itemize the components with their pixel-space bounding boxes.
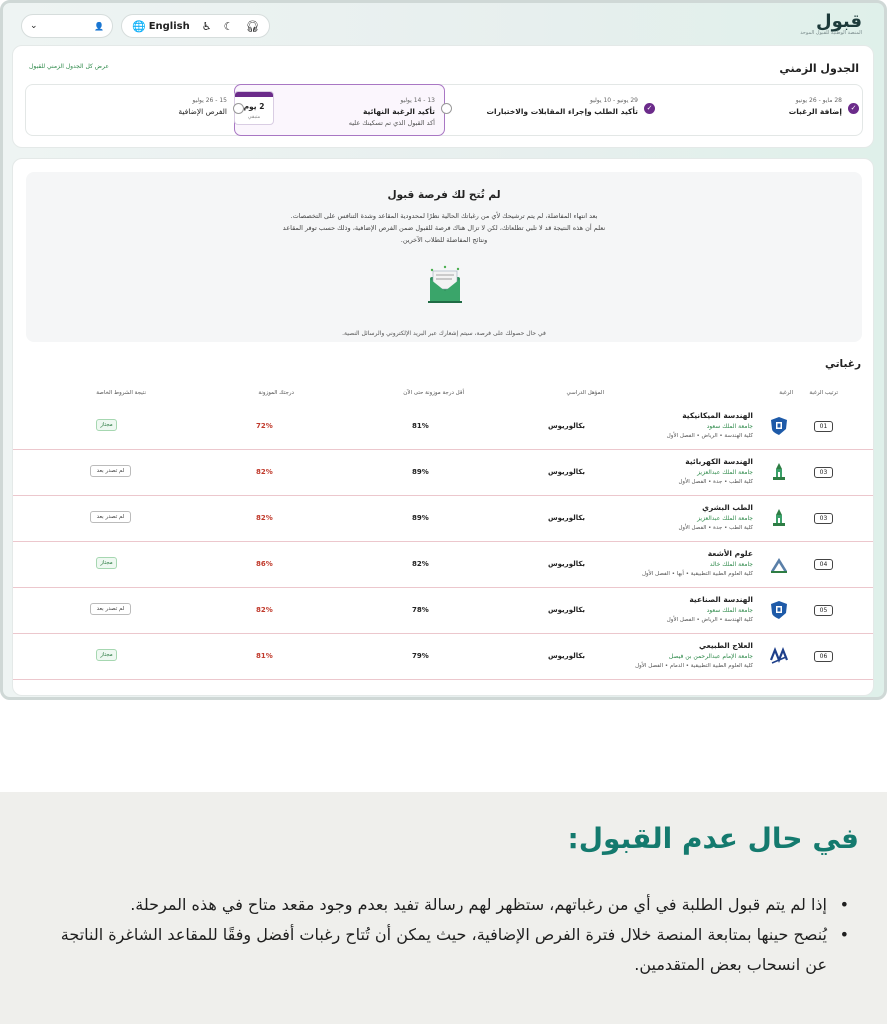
- timeline-steps: [25, 84, 863, 136]
- major-name: الهندسة الصناعية: [689, 595, 753, 604]
- step-date: 28 مايو - 26 يونيو: [795, 97, 842, 104]
- view-all-timeline-link[interactable]: عرض كل الجدول الزمني للقبول: [29, 63, 109, 70]
- language-toggle[interactable]: [132, 20, 190, 33]
- toolbar: [21, 13, 270, 39]
- step-name: تأكيد الرغبة النهائية: [362, 107, 435, 116]
- flex-score-cell: 82%: [256, 468, 273, 476]
- rank-badge: 03: [814, 467, 833, 478]
- countdown-bar: [235, 92, 273, 97]
- preferences-title: رغباتي: [824, 358, 861, 370]
- step-date: 15 - 26 يوليو: [192, 97, 227, 104]
- countdown-label: متبقي: [247, 114, 261, 120]
- mail-notification-icon: [426, 265, 464, 305]
- explainer-bullet: [49, 920, 849, 980]
- step-3-radio-icon: [441, 103, 452, 114]
- preferences-table-body: [13, 404, 874, 680]
- timeline-step-3[interactable]: [349, 97, 435, 127]
- countdown-value: 2 يوم: [243, 102, 265, 111]
- timeline-step-4[interactable]: [178, 97, 227, 116]
- dark-mode-icon[interactable]: ☾: [223, 19, 234, 33]
- logo-text: قبول: [815, 11, 862, 32]
- explainer-panel: [0, 792, 887, 1024]
- notice-line-3: ونتائج المفاضلة للطلاب الآخرين.: [400, 236, 488, 244]
- results-card: [12, 158, 874, 696]
- university-crest-icon: [769, 416, 789, 436]
- min-score-cell: 81%: [412, 422, 429, 430]
- timeline-step-2[interactable]: [487, 97, 639, 116]
- tools-pill: [121, 14, 270, 38]
- flex-score-cell: 82%: [256, 606, 273, 614]
- flex-score-cell: 86%: [256, 560, 273, 568]
- step-name: الفرص الإضافية: [178, 107, 227, 116]
- chevron-down-icon: ⌄: [30, 21, 38, 31]
- min-score-cell: 89%: [412, 468, 429, 476]
- globe-icon: 🌐: [132, 19, 146, 33]
- explainer-list: [49, 890, 849, 980]
- rank-badge: 05: [814, 605, 833, 616]
- bullet-icon: •: [839, 895, 849, 914]
- no-admission-notice: [26, 172, 862, 342]
- flex-score-cell: 72%: [256, 422, 273, 430]
- step-name: تأكيد الطلب وإجراء المقابلات والاختبارات: [486, 107, 638, 116]
- preference-info: [667, 595, 753, 623]
- notice-title: لم تُتح لك فرصة قبول: [387, 189, 501, 201]
- status-badge: لم تصدر بعد: [90, 603, 131, 615]
- explainer-bullet: [49, 890, 849, 920]
- min-score-cell: 78%: [412, 606, 429, 614]
- degree-cell: بكالوريوس: [548, 606, 586, 614]
- college-detail: كلية الهندسة • الرياض • الفصل الأول: [666, 617, 753, 623]
- notice-body: [26, 210, 862, 246]
- col-flex: درجتك الموزونة: [258, 390, 294, 396]
- user-name-redacted: [44, 21, 88, 31]
- accessibility-icon[interactable]: ♿︎: [201, 19, 212, 33]
- timeline-title: الجدول الزمني: [779, 62, 859, 75]
- step-date: 29 يونيو - 10 يوليو: [590, 97, 638, 104]
- university-crest-icon: [769, 508, 789, 528]
- degree-cell: بكالوريوس: [548, 652, 586, 660]
- timeline-card: [12, 45, 874, 148]
- step-date: 13 - 14 يوليو: [400, 97, 435, 104]
- notice-line-2: نعلم أن هذه النتيجة قد لا تلبي تطلعاتك، لكن لا تزال هناك فرصة للقبول ضمن الفرص الإضافية، وذلك حسب توفر المقاعد: [282, 224, 606, 232]
- bullet-icon: •: [839, 925, 849, 944]
- step-subtitle: أكد القبول الذي تم تسكينك عليه: [348, 119, 435, 127]
- col-degree: المؤهل الدراسي: [566, 390, 604, 396]
- status-badge: مجتاز: [96, 649, 117, 661]
- college-detail: كلية العلوم الطبية التطبيقية • الدمام • الفصل الأول: [635, 663, 753, 669]
- bullet-text: يُنصح حينها بمتابعة المنصة خلال فترة الفرص الإضافية، حيث يمكن أن تُتاح رغبات أفضل وفقًا للمقاعد الشاغرة الناتجة عن انسحاب بعض المتقدمين.: [60, 925, 827, 974]
- step-1-check-icon: ✓: [848, 103, 859, 114]
- status-badge: لم تصدر بعد: [90, 465, 131, 477]
- degree-cell: بكالوريوس: [548, 514, 586, 522]
- preference-info: [678, 457, 753, 485]
- flex-score-cell: 82%: [256, 514, 273, 522]
- step-4-radio-icon: [233, 103, 244, 114]
- notice-line-1: بعد انتهاء المفاضلة، لم يتم ترشيحك لأي من رغباتك الحالية نظرًا لمحدودية المقاعد وشدة التنافس على التخصصات.: [290, 212, 598, 220]
- language-label: English: [148, 20, 190, 32]
- table-row[interactable]: [13, 404, 874, 450]
- table-row[interactable]: [13, 450, 874, 496]
- status-badge: لم تصدر بعد: [90, 511, 131, 523]
- university-crest-icon: [769, 646, 789, 666]
- major-name: علوم الأشعة: [707, 549, 753, 558]
- min-score-cell: 82%: [412, 560, 429, 568]
- step-2-check-icon: ✓: [644, 103, 655, 114]
- flex-score-cell: 81%: [256, 652, 273, 660]
- user-menu[interactable]: [21, 14, 113, 38]
- university-crest-icon: [769, 462, 789, 482]
- rank-badge: 04: [814, 559, 833, 570]
- step-name: إضافة الرغبات: [788, 107, 842, 116]
- min-score-cell: 89%: [412, 514, 429, 522]
- min-score-cell: 79%: [412, 652, 429, 660]
- university-crest-icon: [769, 554, 789, 574]
- bullet-text: إذا لم يتم قبول الطلبة في أي من رغباتهم، ستظهر لهم رسالة تفيد بعدم وجود مقعد متاح في هذه المرحلة.: [130, 895, 827, 914]
- major-name: الهندسة الكهربائية: [685, 457, 753, 466]
- preference-info: [667, 411, 753, 439]
- logo-subtitle: المنصة الوطنية للقبول الموحد: [800, 30, 862, 36]
- rank-badge: 01: [814, 421, 833, 432]
- university-name: جامعة الملك سعود: [706, 423, 753, 430]
- degree-cell: بكالوريوس: [548, 560, 586, 568]
- college-detail: كلية الطب • جدة • الفصل الأول: [678, 525, 753, 531]
- preference-info: [678, 503, 753, 531]
- preference-info: [635, 641, 753, 669]
- col-special: نتيجة الشروط الخاصة: [96, 390, 146, 396]
- university-name: جامعة الإمام عبدالرحمن بن فيصل: [668, 653, 753, 660]
- preferences-table-header: [13, 390, 874, 404]
- university-name: جامعة الملك سعود: [706, 607, 753, 614]
- rank-badge: 06: [814, 651, 833, 662]
- col-preference: الرغبة: [779, 390, 793, 396]
- top-bar: [3, 3, 884, 47]
- support-icon[interactable]: 🎧︎: [245, 19, 260, 33]
- major-name: الطب البشري: [702, 503, 753, 512]
- col-rank: ترتيب الرغبة: [809, 390, 838, 396]
- notice-footer: في حال حصولك على فرصة، سيتم إشعارك عبر البريد الإلكتروني والرسائل النصية.: [342, 330, 546, 337]
- status-badge: مجتاز: [96, 557, 117, 569]
- major-name: الهندسة الميكانيكية: [682, 411, 753, 420]
- table-row[interactable]: [13, 496, 874, 542]
- college-detail: كلية العلوم الطبية التطبيقية • أبها • الفصل الأول: [641, 571, 753, 577]
- university-name: جامعة الملك عبدالعزيز: [697, 469, 753, 476]
- table-row[interactable]: [13, 634, 874, 680]
- university-name: جامعة الملك خالد: [709, 561, 753, 568]
- university-name: جامعة الملك عبدالعزيز: [697, 515, 753, 522]
- college-detail: كلية الطب • جدة • الفصل الأول: [678, 479, 753, 485]
- timeline-step-1[interactable]: [789, 97, 842, 116]
- logo[interactable]: [800, 11, 862, 36]
- col-min-score: أقل درجة موزونة حتى الآن: [403, 390, 464, 396]
- table-row[interactable]: [13, 588, 874, 634]
- table-row[interactable]: [13, 542, 874, 588]
- college-detail: كلية الهندسة • الرياض • الفصل الأول: [666, 433, 753, 439]
- preference-info: [642, 549, 753, 577]
- rank-badge: 03: [814, 513, 833, 524]
- status-badge: مجتاز: [96, 419, 117, 431]
- university-crest-icon: [769, 600, 789, 620]
- explainer-heading: في حال عدم القبول:: [567, 822, 859, 855]
- degree-cell: بكالوريوس: [548, 468, 586, 476]
- degree-cell: بكالوريوس: [548, 422, 586, 430]
- user-icon: 👤: [94, 21, 104, 31]
- major-name: العلاج الطبيعي: [699, 641, 753, 650]
